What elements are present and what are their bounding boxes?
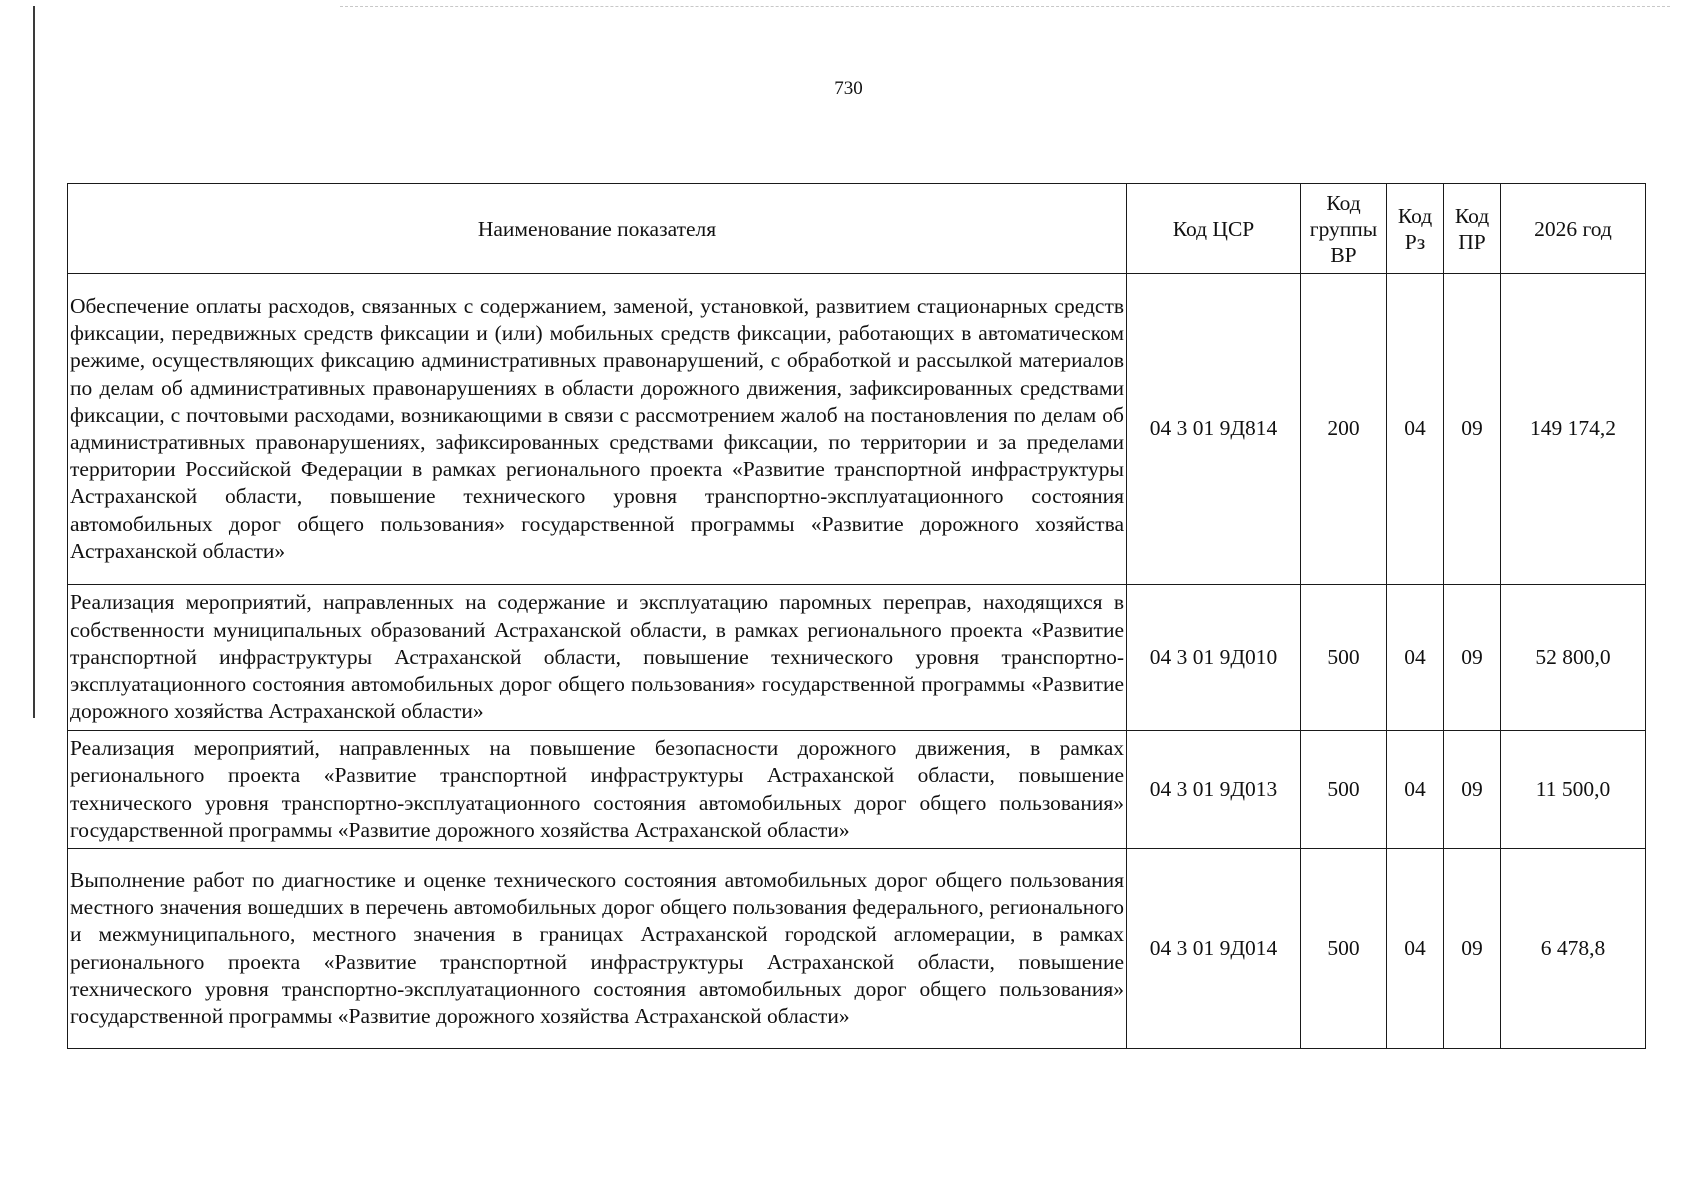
scan-margin-line (33, 6, 35, 718)
table-row (68, 585, 1646, 731)
row-rz: 04 (1387, 274, 1444, 585)
header-csr: Код ЦСР (1127, 184, 1301, 274)
row-amount: 11 500,0 (1501, 731, 1646, 849)
row-amount: 6 478,8 (1501, 849, 1646, 1049)
row-pr: 09 (1444, 731, 1501, 849)
row-csr: 04 3 01 9Д013 (1127, 731, 1301, 849)
row-pr: 09 (1444, 585, 1501, 731)
row-name: Обеспечение оплаты расходов, связанных с содержанием, заменой, установкой, развитием стационарных средств фиксации, передвижных средств фиксации и (или) мобильных средств фиксации, работающих в автоматическом режиме, осуществляющих фиксацию административных правонарушений, с обработкой и рассылкой материалов по делам об административных правонарушениях в области дорожного движения, зафиксированных средствами фиксации, с почтовыми расходами, возникающими в связи с рассмотрением жалоб на постановления по делам об административных правонарушениях, зафиксированных средствами фиксации, по территории и за пределами территории Российской Федерации в рамках регионального проекта «Развитие транспортной инфраструктуры Астраханской области, повышение технического уровня транспортно-эксплуатационного состояния автомобильных дорог общего пользования» государственной программы «Развитие дорожного хозяйства Астраханской области» (68, 274, 1127, 585)
header-vr: Код группы ВР (1301, 184, 1387, 274)
scan-top-edge (340, 6, 1670, 7)
row-vr: 200 (1301, 274, 1387, 585)
page-number: 730 (834, 78, 863, 99)
row-vr: 500 (1301, 731, 1387, 849)
row-name: Выполнение работ по диагностике и оценке технического состояния автомобильных дорог общего пользования местного значения вошедших в перечень автомобильных дорог общего пользования федерального, регионального и межмуниципального, местного значения в границах Астраханской городской агломерации, в рамках регионального проекта «Развитие транспортной инфраструктуры Астраханской области, повышение технического уровня транспортно-эксплуатационного состояния автомобильных дорог общего пользования» государственной программы «Развитие дорожного хозяйства Астраханской области» (68, 849, 1127, 1049)
budget-table (67, 183, 1646, 1049)
header-name: Наименование показателя (68, 184, 1127, 274)
table-row (68, 731, 1646, 849)
header-year: 2026 год (1501, 184, 1646, 274)
header-rz: Код Рз (1387, 184, 1444, 274)
row-rz: 04 (1387, 731, 1444, 849)
row-csr: 04 3 01 9Д014 (1127, 849, 1301, 1049)
row-name: Реализация мероприятий, направленных на повышение безопасности дорожного движения, в рамках регионального проекта «Развитие транспортной инфраструктуры Астраханской области, повышение технического уровня транспортно-эксплуатационного состояния автомобильных дорог общего пользования» государственной программы «Развитие дорожного хозяйства Астраханской области» (68, 731, 1127, 849)
row-csr: 04 3 01 9Д814 (1127, 274, 1301, 585)
row-vr: 500 (1301, 849, 1387, 1049)
row-pr: 09 (1444, 849, 1501, 1049)
row-rz: 04 (1387, 849, 1444, 1049)
row-csr: 04 3 01 9Д010 (1127, 585, 1301, 731)
table-row (68, 849, 1646, 1049)
row-pr: 09 (1444, 274, 1501, 585)
table-header-row (68, 184, 1646, 274)
row-rz: 04 (1387, 585, 1444, 731)
row-amount: 52 800,0 (1501, 585, 1646, 731)
row-vr: 500 (1301, 585, 1387, 731)
row-name: Реализация мероприятий, направленных на содержание и эксплуатацию паромных переправ, находящихся в собственности муниципальных образований Астраханской области, в рамках регионального проекта «Развитие транспортной инфраструктуры Астраханской области, повышение технического уровня транспортно-эксплуатационного состояния автомобильных дорог общего пользования» государственной программы «Развитие дорожного хозяйства Астраханской области» (68, 585, 1127, 731)
row-amount: 149 174,2 (1501, 274, 1646, 585)
table-row (68, 274, 1646, 585)
header-pr: Код ПР (1444, 184, 1501, 274)
